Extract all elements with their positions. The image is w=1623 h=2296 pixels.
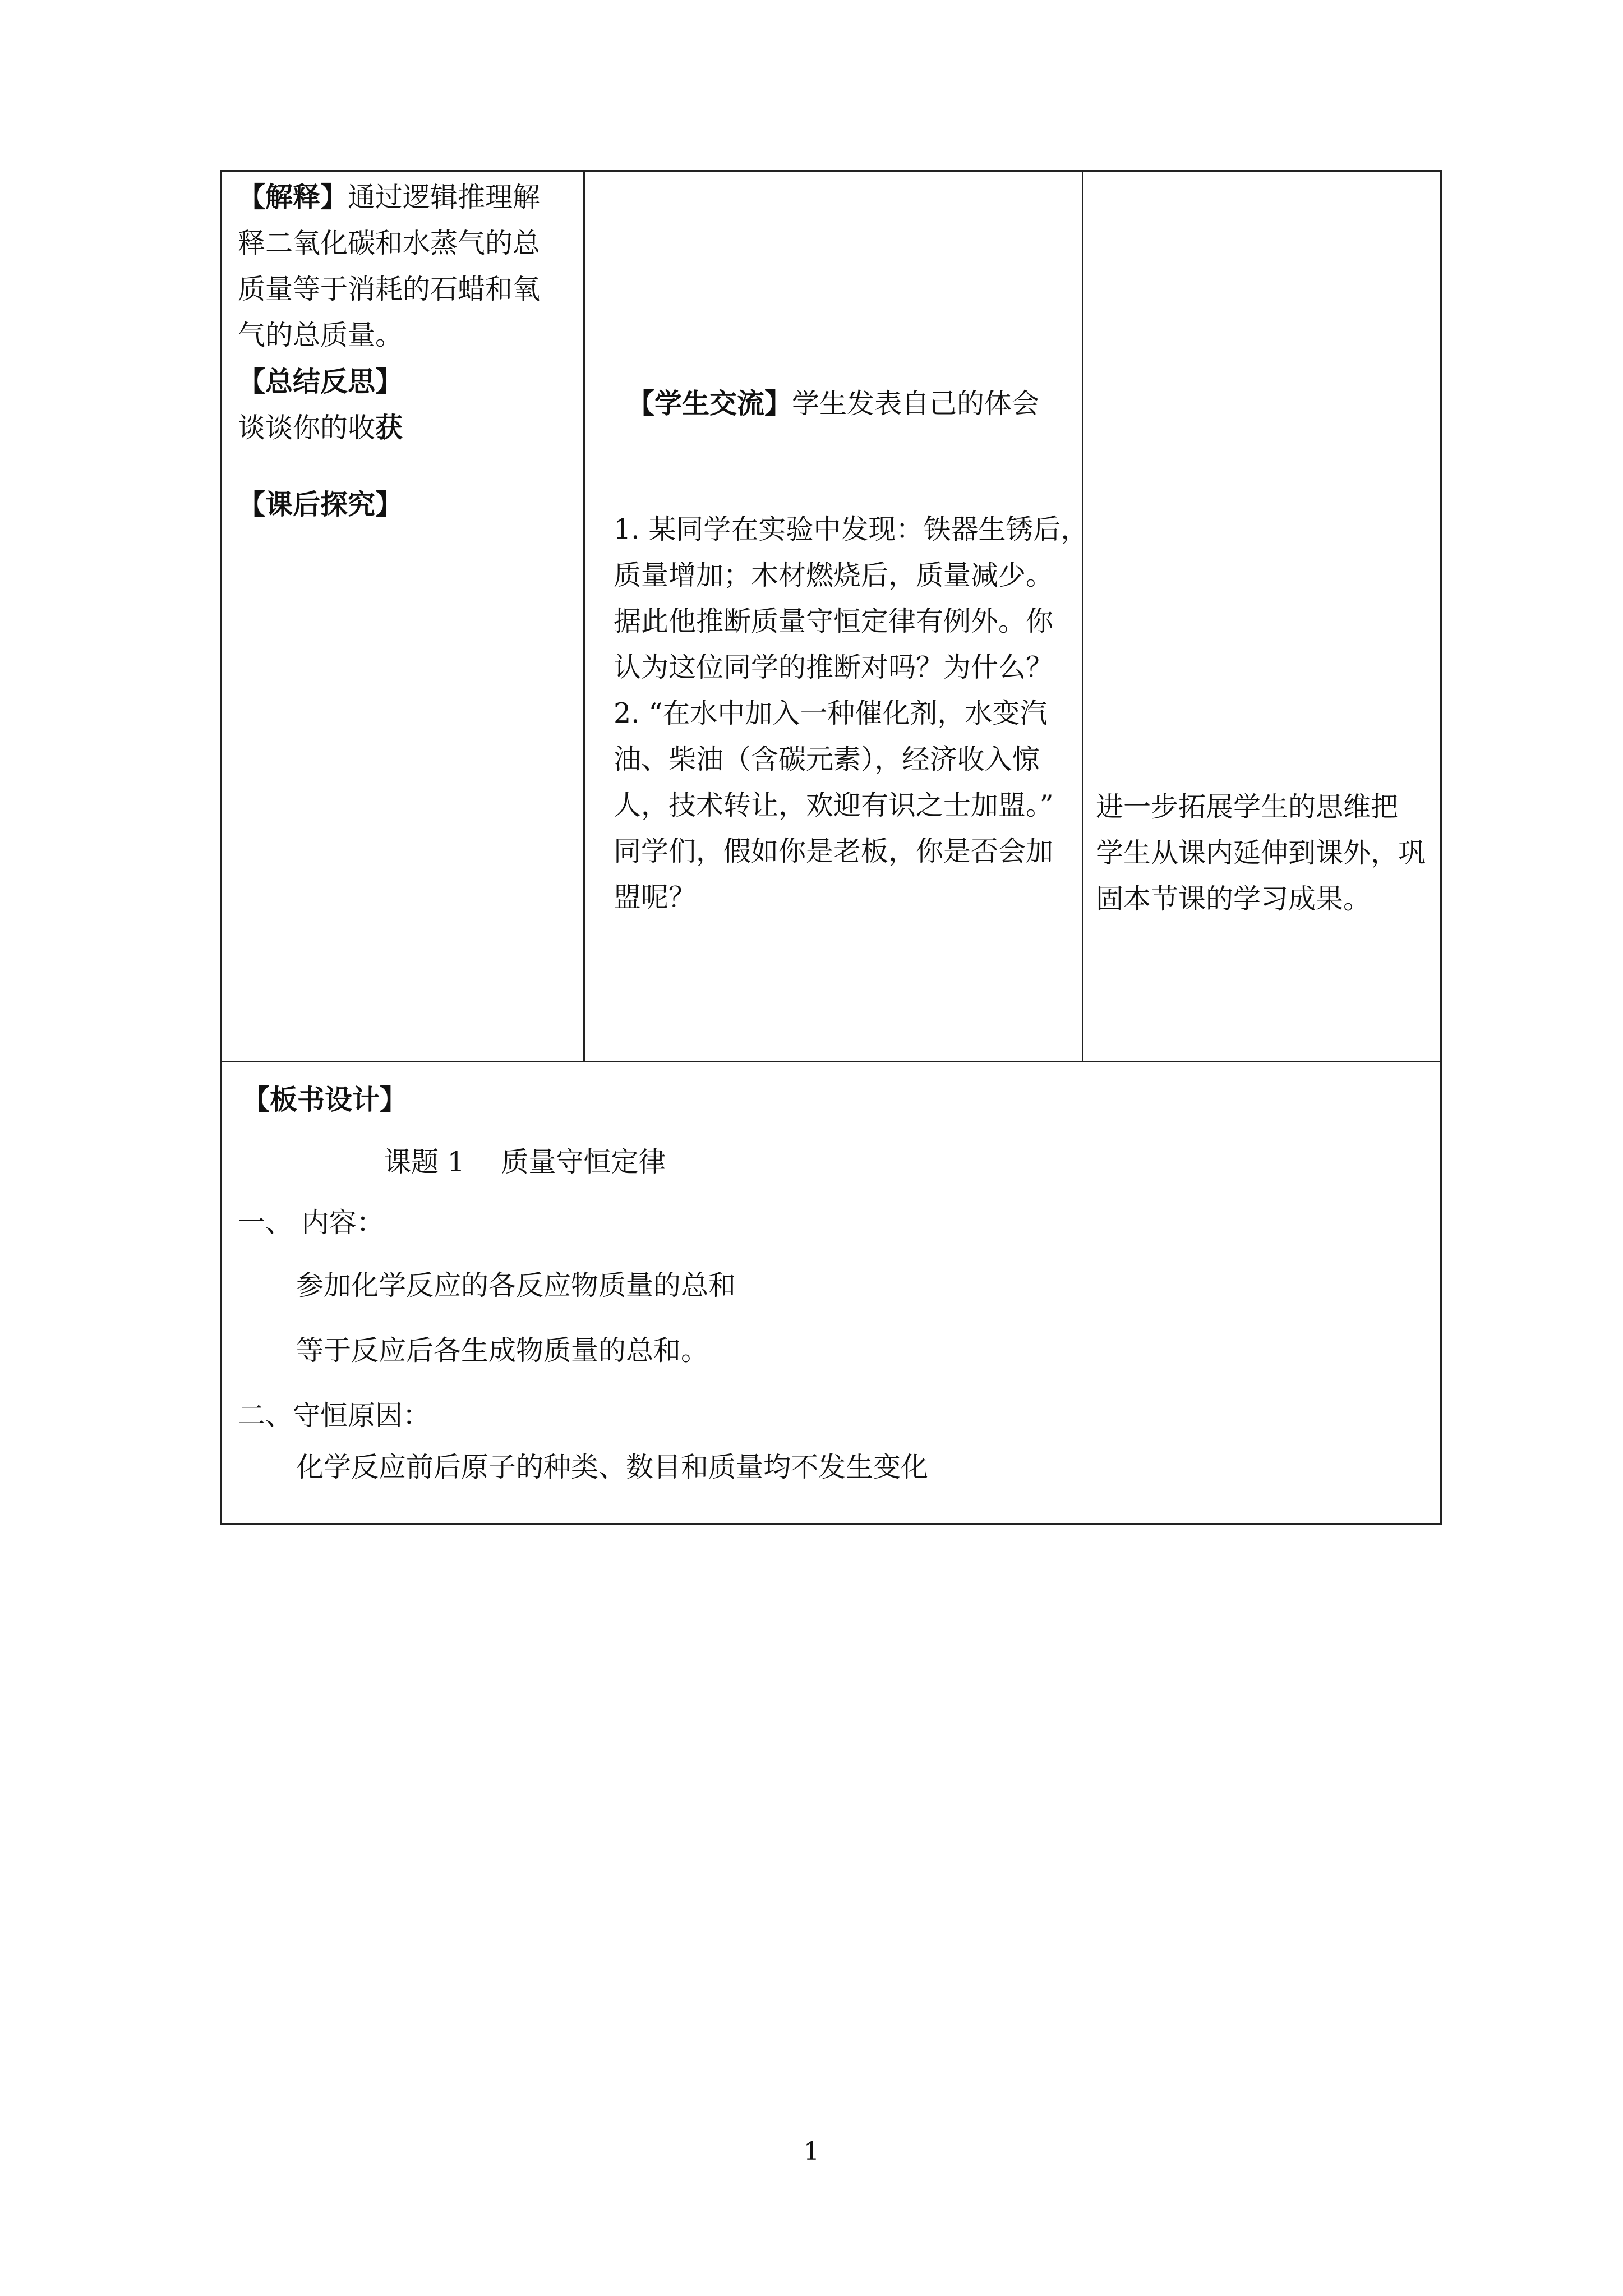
board-line: 等于反应后各生成物质量的总和。 [296, 1335, 709, 1366]
explain-line: 通过逻辑推理解 [348, 181, 541, 213]
column-divider-1 [583, 172, 585, 1061]
board-line: 化学反应前后原子的种类、数目和质量均不发生变化 [296, 1451, 929, 1483]
summary-text [238, 404, 574, 451]
summary-label: 【总结反思】 [238, 365, 403, 398]
exchange-text: 学生发表自己的体会 [792, 388, 1040, 420]
question-line: 质量增加；木材燃烧后，质量减少。 [614, 559, 1054, 591]
exchange-line [627, 380, 1039, 427]
board-label: 【板书设计】 [242, 1083, 408, 1116]
question-line: 同学们，假如你是老板，你是否会加 [614, 835, 1054, 867]
board-section-heading: 一、 内容： [238, 1207, 384, 1239]
question-line: 盟呢？ [614, 881, 697, 913]
question-line: 2. “在水中加入一种催化剂，水变汽 [614, 697, 1048, 729]
explain-line: 释二氧化碳和水蒸气的总 [238, 227, 541, 259]
question-block [614, 507, 1088, 921]
homework-label: 【课后探究】 [238, 488, 403, 521]
page-number: 1 [804, 2137, 819, 2166]
board-cell [238, 1076, 1415, 1490]
explain-label: 【解释】 [238, 181, 348, 213]
board-title: 课题 1 质量守恒定律 [384, 1146, 666, 1178]
summary-text-part: 获 [375, 411, 403, 444]
explain-line: 质量等于消耗的石蜡和氧 [238, 273, 541, 305]
right-line: 固本节课的学习成果。 [1096, 883, 1371, 915]
board-section-heading: 二、守恒原因： [238, 1400, 431, 1432]
right-line: 进一步拓展学生的思维把 [1096, 791, 1399, 823]
lesson-table [220, 170, 1442, 1525]
explain-paragraph [238, 174, 574, 220]
board-line: 参加化学反应的各反应物质量的总和 [296, 1269, 736, 1301]
question-line: 据此他推断质量守恒定律有例外。你 [614, 605, 1054, 637]
exchange-label: 【学生交流】 [627, 387, 792, 420]
question-line: 人，技术转让，欢迎有识之士加盟。” [614, 789, 1054, 821]
left-cell [238, 174, 574, 528]
right-line: 学生从课内延伸到课外，巩 [1096, 837, 1426, 869]
question-line: 认为这位同学的推断对吗？为什么？ [614, 651, 1054, 683]
explain-line: 气的总质量。 [238, 319, 403, 351]
row-divider [222, 1061, 1440, 1062]
question-line: 1. 某同学在实验中发现：铁器生锈后， [614, 513, 1089, 545]
summary-text-part: 谈谈你的收 [238, 412, 376, 444]
question-line: 油、柴油（含碳元素），经济收入惊 [614, 743, 1040, 775]
right-cell [1096, 784, 1432, 922]
homework-label-wrap [238, 481, 574, 528]
